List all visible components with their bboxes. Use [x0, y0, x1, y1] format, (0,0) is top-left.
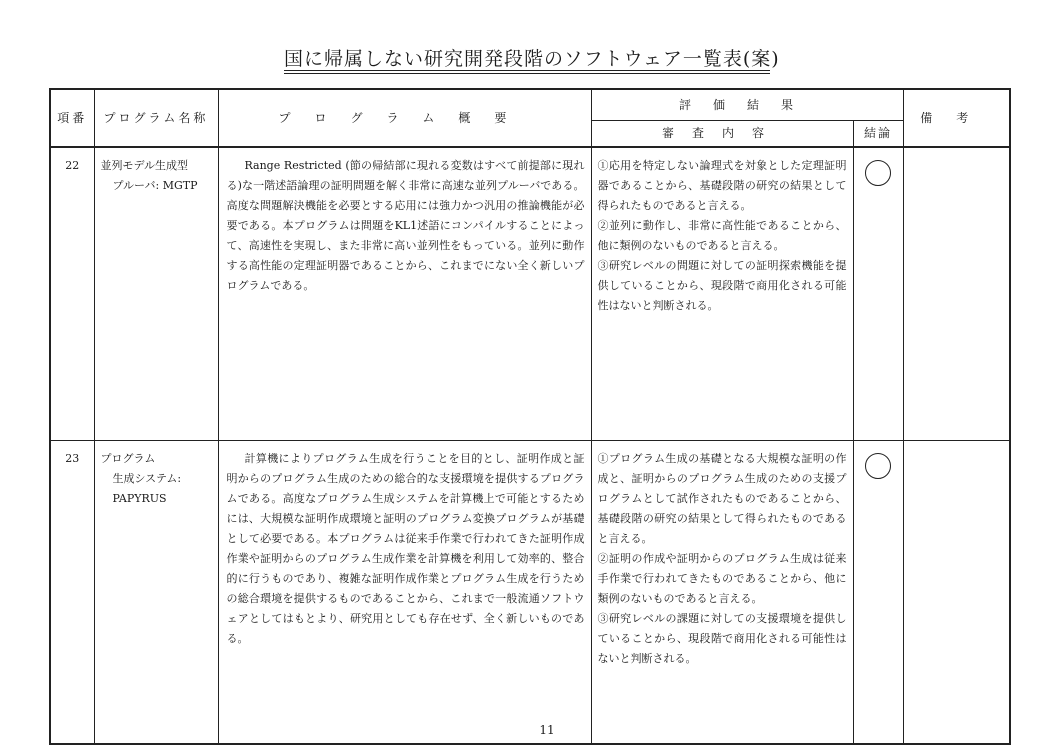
remarks-cell: [903, 147, 1010, 441]
document-title: 国に帰属しない研究開発段階のソフトウェア一覧表(案): [284, 48, 780, 70]
header-evaluation: 評価結果: [591, 89, 903, 120]
overview-text: 計算機によりプログラム生成を行うことを目的とし、証明作成と証明からのプログラム生成のための総合的な支援環境を提供するプログラムである。高度なプログラム生成システムを計算機上で可能とするためには、大規模な証明作成環境と証明のプログラム変換プログラムが基礎として必要である。本プログラムは従来手作業で行われてきた証明作成作業や証明からのプログラム生成作業を計算機を利用して効率的、整合的に行うものであり、複雑な証明作成作業とプログラム生成を行うための総合環境を提供するものであることから、これまで一般流通ソフトウェアとしてはもとより、研究用としても存在せず、全く新しいものである。: [226, 452, 585, 645]
review-content: [591, 441, 853, 745]
program-overview: [218, 441, 591, 745]
program-name: [94, 147, 218, 441]
review-content: [591, 147, 853, 441]
approved-circle-icon: [865, 453, 891, 479]
program-name-line: プルーバ: MGTP: [112, 179, 198, 192]
review-point: ①応用を特定しない論理式を対象とした定理証明器であることから、基礎段階の研究の結果として得られたものであると言える。: [597, 159, 847, 212]
item-number: 22: [50, 147, 94, 441]
header-item: 項番: [50, 89, 94, 147]
page-number: 11: [539, 723, 555, 737]
program-overview: [218, 147, 591, 441]
conclusion-cell: [853, 441, 903, 745]
header-program-name: プログラム名称: [94, 89, 218, 147]
overview-text: Range Restricted (節の帰結部に現れる変数はすべて前提部に現れる)な一階述語論理の証明問題を解く非常に高速な並列プルーバである。高度な問題解決機能を必要とする応用には強力かつ汎用の推論機能が必要である。本プログラムは問題をKL1述語にコンパイルすることによって、高速性を実現し、また非常に高い並列性をもっている。並列に動作する高性能の定理証明器であることから、これまでにない全く新しいプログラムである。: [226, 159, 585, 292]
conclusion-cell: [853, 147, 903, 441]
review-point: ③研究レベルの課題に対しての支援環境を提供していることから、現段階で商用化される可能性はないと判断される。: [597, 612, 847, 665]
header-conclusion: 結論: [853, 120, 903, 147]
approved-circle-icon: [865, 160, 891, 186]
item-number: 23: [50, 441, 94, 745]
program-name-line: 生成システム:: [112, 472, 182, 485]
remarks-cell: [903, 441, 1010, 745]
review-point: ②並列に動作し、非常に高性能であることから、他に類例のないものであると言える。: [597, 219, 847, 252]
program-name: [94, 441, 218, 745]
program-name-line: 並列モデル生成型: [100, 159, 188, 172]
software-list-table: [49, 88, 1011, 745]
program-name-line: PAPYRUS: [112, 492, 167, 505]
title-underline: [284, 70, 770, 74]
review-point: ③研究レベルの問題に対しての証明探索機能を提供していることから、現段階で商用化される可能性はないと判断される。: [597, 259, 847, 312]
header-remarks: 備考: [903, 89, 1010, 147]
program-name-line: プログラム: [100, 452, 156, 465]
header-overview: プログラム概要: [218, 89, 591, 147]
header-review-content: 審査内容: [591, 120, 853, 147]
table-row: [50, 147, 1010, 441]
review-point: ②証明の作成や証明からのプログラム生成は従来手作業で行われてきたものであることから、他に類例のないものであると言える。: [597, 552, 847, 605]
table-row: [50, 441, 1010, 745]
review-point: ①プログラム生成の基礎となる大規模な証明の作成と、証明からのプログラム生成のための支援プログラムとして試作されたものであることから、基礎段階の研究の結果として得られたものであると言える。: [597, 452, 847, 545]
